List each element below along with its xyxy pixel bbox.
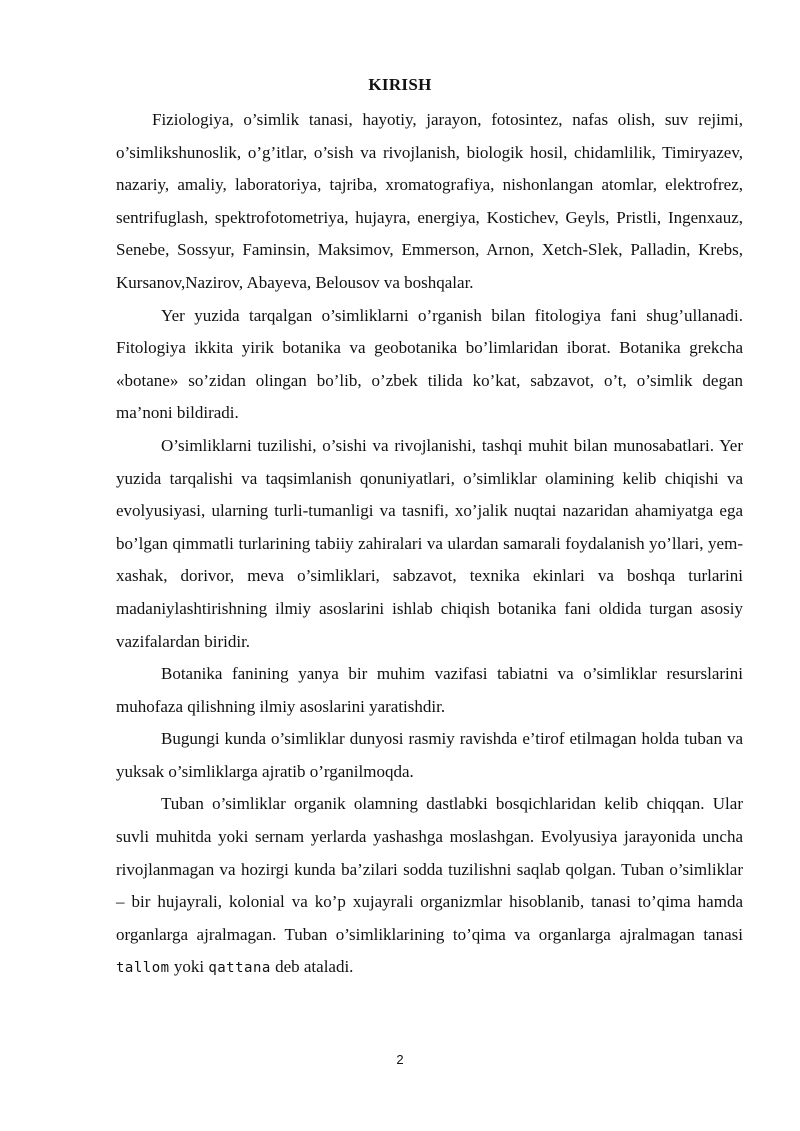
connector-text: yoki: [173, 957, 205, 977]
body-paragraph: Bugungi kunda o’simliklar dunyosi rasmiy ravishda e’tirof etilmagan holda tuban va yuksak o’simliklarga ajratib o’rganilmoqda.: [116, 729, 743, 781]
body-paragraph: Botanika fanining yanya bir muhim vazifasi tabiatni va o’simliklar resurslarini muhofaza qilishning ilmiy asoslarini yaratishdir.: [116, 664, 743, 716]
paragraph-ending: deb ataladi.: [275, 957, 354, 977]
page-number: 2: [396, 1052, 404, 1067]
paragraph-text: Tuban o’simliklar organik olamning dastlabki bosqichlaridan kelib chiqqan. Ular suvli muhitda yoki sernam yerlarda yashashga moslashgan. Evolyusiya jarayonida uncha rivojlanmagan va hozirgi kunda ba’zilari sodda tuzilishni saqlab qolgan. Tuban o’simliklar – bir hujayrali, kolonial va ko’p xujayrali organizmlar hisoblanib, tanasi to’qima hamda organlarga ajralmagan. Tuban o’simliklarining to’qima va organlarga ajralmagan tanasi: [116, 794, 743, 944]
term-tallom: tallom: [116, 960, 170, 977]
keywords-paragraph: Fiziologiya, o’simlik tanasi, hayotiy, jarayon, fotosintez, nafas olish, suv rejimi, o’simlikshunoslik, o’g’itlar, o’sish va rivojlanish, biologik hosil, chidamlilik, Timiryazev, nazariy, amaliy, laboratoriya, tajriba, xromatografiya, nishonlangan atomlar, elektrofrez, sentrifuglash, spektrofotometriya, hujayra, energiya, Kostichev, Geyls, Pristli, Ingenxauz, Senebe, Sossyur, Faminsin, Maksimov, Emmerson, Arnon, Xetch-Slek, Palladin, Krebs, Kursanov,Nazirov, Abayeva, Belousov va boshqalar.: [116, 110, 743, 292]
body-paragraph-last: [116, 788, 743, 985]
body-paragraph: Yer yuzida tarqalgan o’simliklarni o’rganish bilan fitologiya fani shug’ullanadi. Fitologiya ikkita yirik botanika va geobotanika bo’limlaridan iborat. Botanika grekcha «botane» so’zidan olingan bo’lib, o’zbek tilida ko’kat, sabzavot, o’t, o’simlik degan ma’noni bildiradi.: [116, 305, 743, 423]
term-qattana: qattana: [208, 960, 271, 977]
page-title: KIRISH: [368, 75, 432, 94]
body-paragraph: O’simliklarni tuzilishi, o’sishi va rivojlanishi, tashqi muhit bilan munosabatlari. Yer yuzida tarqalishi va taqsimlanish qonuniyatlari, o’simliklar olamining kelib chiqishi va evolyusiyasi, ularning turli-tumanligi va tasnifi, xo’jalik nuqtai nazaridan ahamiyatga ega bo’lgan qimmatli turlarining tabiiy zahiralari va ulardan samarali foydalanish yo’llari, yem-xashak, dorivor, meva o’simliklari, sabzavot, texnika ekinlari va boshqa turlarini madaniylashtirishning ilmiy asoslarini ishlab chiqish botanika fani oldida turgan asosiy vazifalardan biridir.: [116, 435, 743, 651]
document-body: [116, 104, 743, 985]
